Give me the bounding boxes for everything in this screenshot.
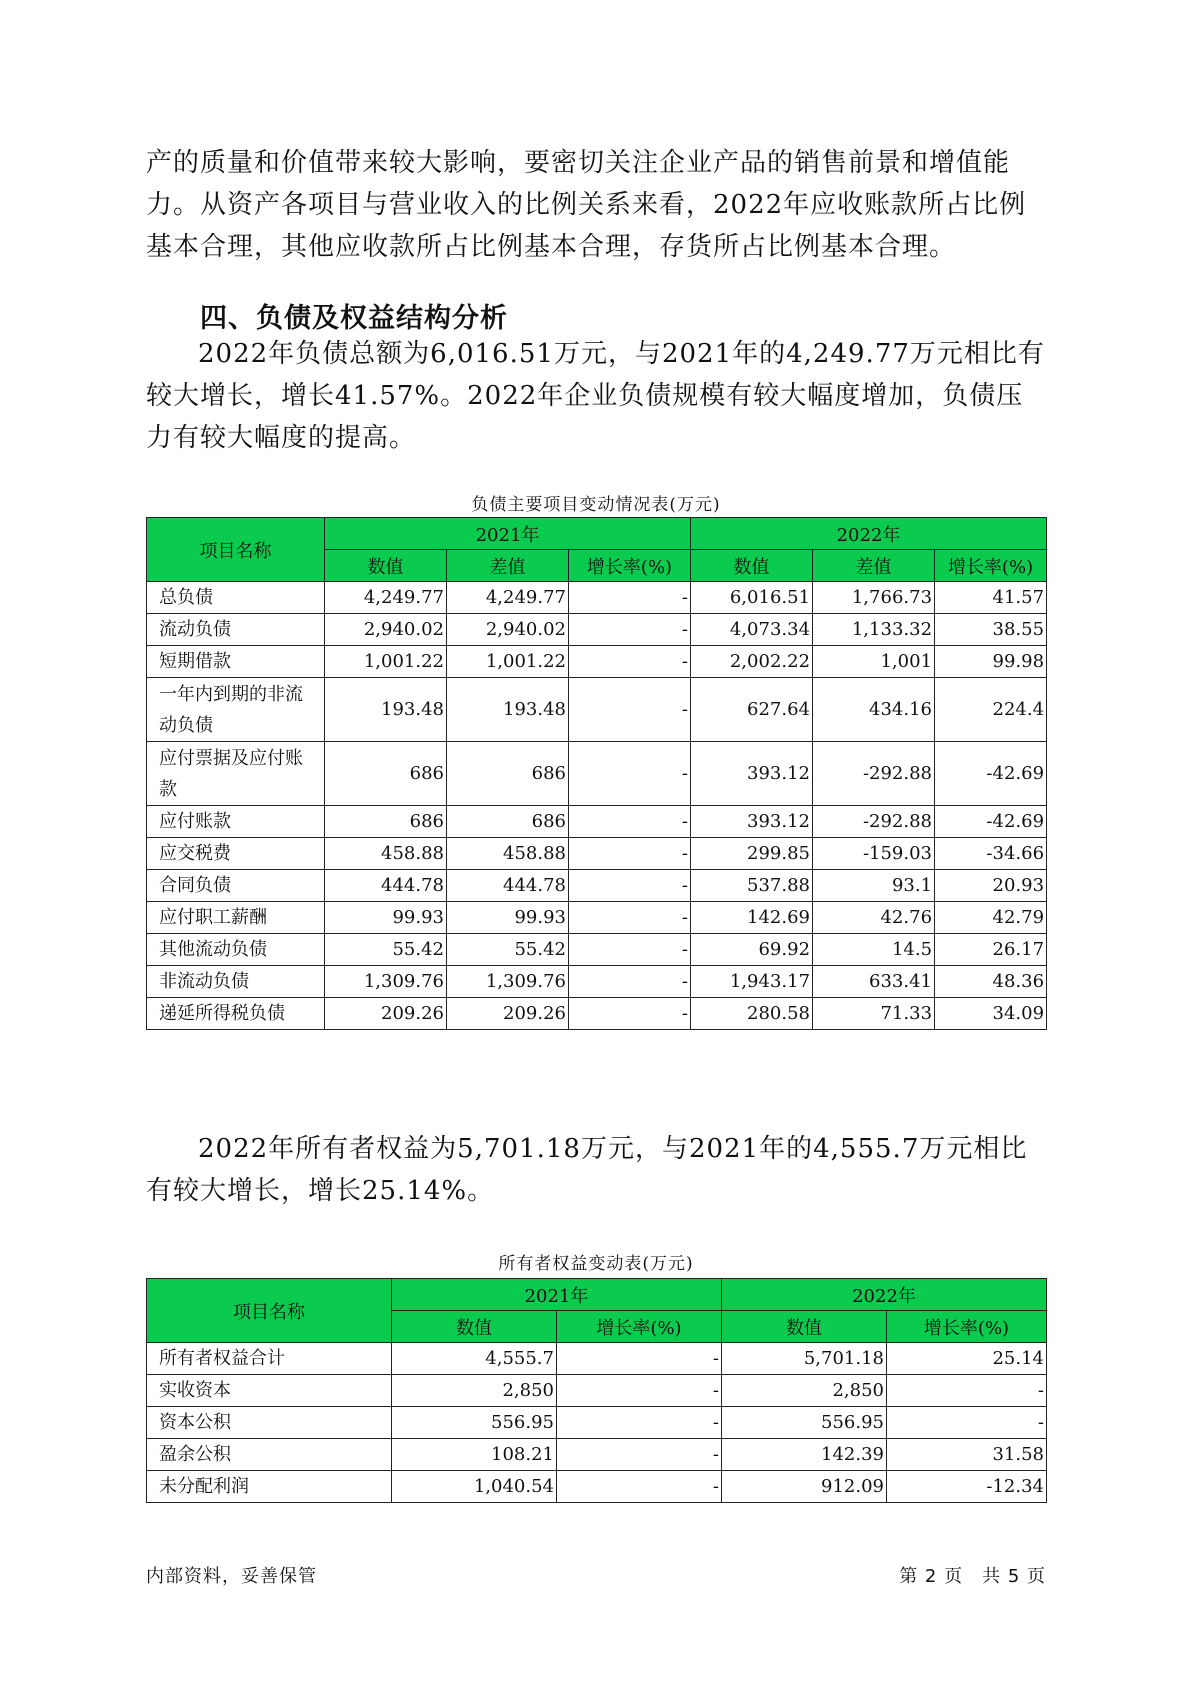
value-2022: 299.85 bbox=[691, 838, 813, 870]
value-2022: 393.12 bbox=[691, 742, 813, 806]
growth-2022: - bbox=[887, 1375, 1047, 1407]
growth-2021: - bbox=[569, 838, 691, 870]
value-column-header: 数值 bbox=[325, 550, 447, 582]
value-2022: 912.09 bbox=[722, 1471, 887, 1503]
growth-2021: - bbox=[557, 1343, 722, 1375]
difference-column-header: 差值 bbox=[813, 550, 935, 582]
growth-2021: - bbox=[569, 742, 691, 806]
value-2021: 4,249.77 bbox=[325, 582, 447, 614]
value-2022: 627.64 bbox=[691, 678, 813, 742]
growth-2021: - bbox=[569, 998, 691, 1030]
difference-2021: 4,249.77 bbox=[447, 582, 569, 614]
value-column-header: 数值 bbox=[722, 1311, 887, 1343]
table-row bbox=[147, 582, 1047, 614]
difference-2022: -159.03 bbox=[813, 838, 935, 870]
table-row bbox=[147, 1375, 1047, 1407]
value-2022: 142.69 bbox=[691, 902, 813, 934]
value-2021: 2,940.02 bbox=[325, 614, 447, 646]
value-2021: 1,001.22 bbox=[325, 646, 447, 678]
growth-2022: 48.36 bbox=[935, 966, 1047, 998]
growth-2021: - bbox=[557, 1375, 722, 1407]
growth-2021: - bbox=[569, 966, 691, 998]
item-name-header: 项目名称 bbox=[147, 1279, 392, 1343]
value-2022: 4,073.34 bbox=[691, 614, 813, 646]
table-row bbox=[147, 870, 1047, 902]
difference-2022: -292.88 bbox=[813, 806, 935, 838]
growth-2021: - bbox=[569, 582, 691, 614]
value-column-header: 数值 bbox=[691, 550, 813, 582]
table-row bbox=[147, 966, 1047, 998]
growth-2021: - bbox=[569, 934, 691, 966]
value-2021: 1,040.54 bbox=[392, 1471, 557, 1503]
row-name: 应付账款 bbox=[147, 806, 325, 838]
row-name: 盈余公积 bbox=[147, 1439, 392, 1471]
difference-2022: 1,766.73 bbox=[813, 582, 935, 614]
growth-2021: - bbox=[569, 870, 691, 902]
value-2022: 1,943.17 bbox=[691, 966, 813, 998]
liability-table-caption: 负债主要项目变动情况表(万元) bbox=[471, 495, 721, 515]
row-name: 实收资本 bbox=[147, 1375, 392, 1407]
row-name: 非流动负债 bbox=[147, 966, 325, 998]
difference-2022: 434.16 bbox=[813, 678, 935, 742]
growth-rate-column-header: 增长率(%) bbox=[557, 1311, 722, 1343]
table-row bbox=[147, 646, 1047, 678]
equity-paragraph: 2022年所有者权益为5,701.18万元，与2021年的4,555.7万元相比有较大增长，增长25.14%。 bbox=[146, 1134, 1028, 1206]
value-2022: 2,002.22 bbox=[691, 646, 813, 678]
growth-rate-column-header: 增长率(%) bbox=[935, 550, 1047, 582]
value-2022: 142.39 bbox=[722, 1439, 887, 1471]
value-2021: 55.42 bbox=[325, 934, 447, 966]
value-2021: 209.26 bbox=[325, 998, 447, 1030]
row-name: 一年内到期的非流动负债 bbox=[147, 678, 325, 742]
value-2022: 393.12 bbox=[691, 806, 813, 838]
growth-2022: -42.69 bbox=[935, 742, 1047, 806]
table-row bbox=[147, 902, 1047, 934]
row-name: 应付票据及应付账款 bbox=[147, 742, 325, 806]
value-2021: 108.21 bbox=[392, 1439, 557, 1471]
growth-2021: - bbox=[569, 678, 691, 742]
difference-2022: 42.76 bbox=[813, 902, 935, 934]
row-name: 短期借款 bbox=[147, 646, 325, 678]
value-column-header: 数值 bbox=[392, 1311, 557, 1343]
difference-2022: 1,001 bbox=[813, 646, 935, 678]
growth-2022: 99.98 bbox=[935, 646, 1047, 678]
equity-table bbox=[146, 1278, 1047, 1503]
difference-column-header: 差值 bbox=[447, 550, 569, 582]
growth-2022: -42.69 bbox=[935, 806, 1047, 838]
difference-2021: 444.78 bbox=[447, 870, 569, 902]
year-2022-header: 2022年 bbox=[691, 518, 1047, 550]
value-2021: 686 bbox=[325, 742, 447, 806]
growth-2022: 31.58 bbox=[887, 1439, 1047, 1471]
table-row bbox=[147, 1407, 1047, 1439]
row-name: 资本公积 bbox=[147, 1407, 392, 1439]
difference-2021: 193.48 bbox=[447, 678, 569, 742]
value-2021: 2,850 bbox=[392, 1375, 557, 1407]
value-2021: 193.48 bbox=[325, 678, 447, 742]
difference-2021: 2,940.02 bbox=[447, 614, 569, 646]
year-2021-header: 2021年 bbox=[325, 518, 691, 550]
row-name: 流动负债 bbox=[147, 614, 325, 646]
growth-2021: - bbox=[557, 1471, 722, 1503]
difference-2022: 14.5 bbox=[813, 934, 935, 966]
difference-2022: -292.88 bbox=[813, 742, 935, 806]
difference-2022: 1,133.32 bbox=[813, 614, 935, 646]
difference-2021: 686 bbox=[447, 806, 569, 838]
difference-2022: 93.1 bbox=[813, 870, 935, 902]
row-name: 未分配利润 bbox=[147, 1471, 392, 1503]
growth-rate-column-header: 增长率(%) bbox=[887, 1311, 1047, 1343]
growth-2021: - bbox=[569, 614, 691, 646]
value-2021: 4,555.7 bbox=[392, 1343, 557, 1375]
growth-2021: - bbox=[569, 902, 691, 934]
value-2021: 556.95 bbox=[392, 1407, 557, 1439]
value-2021: 686 bbox=[325, 806, 447, 838]
growth-2022: -12.34 bbox=[887, 1471, 1047, 1503]
table-row bbox=[147, 678, 1047, 742]
row-name: 递延所得税负债 bbox=[147, 998, 325, 1030]
growth-2022: 26.17 bbox=[935, 934, 1047, 966]
growth-2021: - bbox=[569, 646, 691, 678]
table-row bbox=[147, 1471, 1047, 1503]
year-2021-header: 2021年 bbox=[392, 1279, 722, 1311]
growth-2022: - bbox=[887, 1407, 1047, 1439]
row-name: 总负债 bbox=[147, 582, 325, 614]
section-heading: 四、负债及权益结构分析 bbox=[200, 303, 508, 334]
table-row bbox=[147, 1343, 1047, 1375]
growth-2022: 34.09 bbox=[935, 998, 1047, 1030]
difference-2021: 99.93 bbox=[447, 902, 569, 934]
item-name-header: 项目名称 bbox=[147, 518, 325, 582]
liability-paragraph: 2022年负债总额为6,016.51万元，与2021年的4,249.77万元相比有较大增长，增长41.57%。2022年企业负债规模有较大幅度增加，负债压力有较大幅度的提高。 bbox=[146, 339, 1045, 453]
row-name: 所有者权益合计 bbox=[147, 1343, 392, 1375]
value-2022: 6,016.51 bbox=[691, 582, 813, 614]
value-2022: 280.58 bbox=[691, 998, 813, 1030]
equity-table-caption: 所有者权益变动表(万元) bbox=[498, 1254, 694, 1274]
table-row bbox=[147, 838, 1047, 870]
value-2022: 5,701.18 bbox=[722, 1343, 887, 1375]
growth-2022: 224.4 bbox=[935, 678, 1047, 742]
row-name: 应交税费 bbox=[147, 838, 325, 870]
value-2021: 444.78 bbox=[325, 870, 447, 902]
difference-2021: 686 bbox=[447, 742, 569, 806]
value-2022: 69.92 bbox=[691, 934, 813, 966]
table-row bbox=[147, 1439, 1047, 1471]
difference-2021: 209.26 bbox=[447, 998, 569, 1030]
footer-page-info: 第 2 页 共 5 页 bbox=[899, 1566, 1046, 1587]
row-name: 合同负债 bbox=[147, 870, 325, 902]
table-row bbox=[147, 806, 1047, 838]
value-2021: 1,309.76 bbox=[325, 966, 447, 998]
liability-table bbox=[146, 517, 1047, 1030]
table-row bbox=[147, 614, 1047, 646]
value-2022: 556.95 bbox=[722, 1407, 887, 1439]
table-row bbox=[147, 998, 1047, 1030]
difference-2021: 55.42 bbox=[447, 934, 569, 966]
table-row bbox=[147, 934, 1047, 966]
difference-2021: 1,309.76 bbox=[447, 966, 569, 998]
difference-2021: 458.88 bbox=[447, 838, 569, 870]
growth-2022: 41.57 bbox=[935, 582, 1047, 614]
growth-rate-column-header: 增长率(%) bbox=[569, 550, 691, 582]
table-row bbox=[147, 742, 1047, 806]
growth-2022: -34.66 bbox=[935, 838, 1047, 870]
growth-2021: - bbox=[557, 1407, 722, 1439]
intro-paragraph: 产的质量和价值带来较大影响，要密切关注企业产品的销售前景和增值能力。从资产各项目与营业收入的比例关系来看，2022年应收账款所占比例基本合理，其他应收款所占比例基本合理，存货所占比例基本合理。 bbox=[146, 148, 1027, 262]
footer-confidential-note: 内部资料，妥善保管 bbox=[146, 1566, 317, 1587]
difference-2022: 71.33 bbox=[813, 998, 935, 1030]
growth-2021: - bbox=[569, 806, 691, 838]
value-2021: 99.93 bbox=[325, 902, 447, 934]
difference-2022: 633.41 bbox=[813, 966, 935, 998]
growth-2022: 38.55 bbox=[935, 614, 1047, 646]
difference-2021: 1,001.22 bbox=[447, 646, 569, 678]
growth-2022: 25.14 bbox=[887, 1343, 1047, 1375]
value-2022: 537.88 bbox=[691, 870, 813, 902]
growth-2021: - bbox=[557, 1439, 722, 1471]
growth-2022: 20.93 bbox=[935, 870, 1047, 902]
value-2021: 458.88 bbox=[325, 838, 447, 870]
row-name: 应付职工薪酬 bbox=[147, 902, 325, 934]
row-name: 其他流动负债 bbox=[147, 934, 325, 966]
value-2022: 2,850 bbox=[722, 1375, 887, 1407]
year-2022-header: 2022年 bbox=[722, 1279, 1047, 1311]
growth-2022: 42.79 bbox=[935, 902, 1047, 934]
